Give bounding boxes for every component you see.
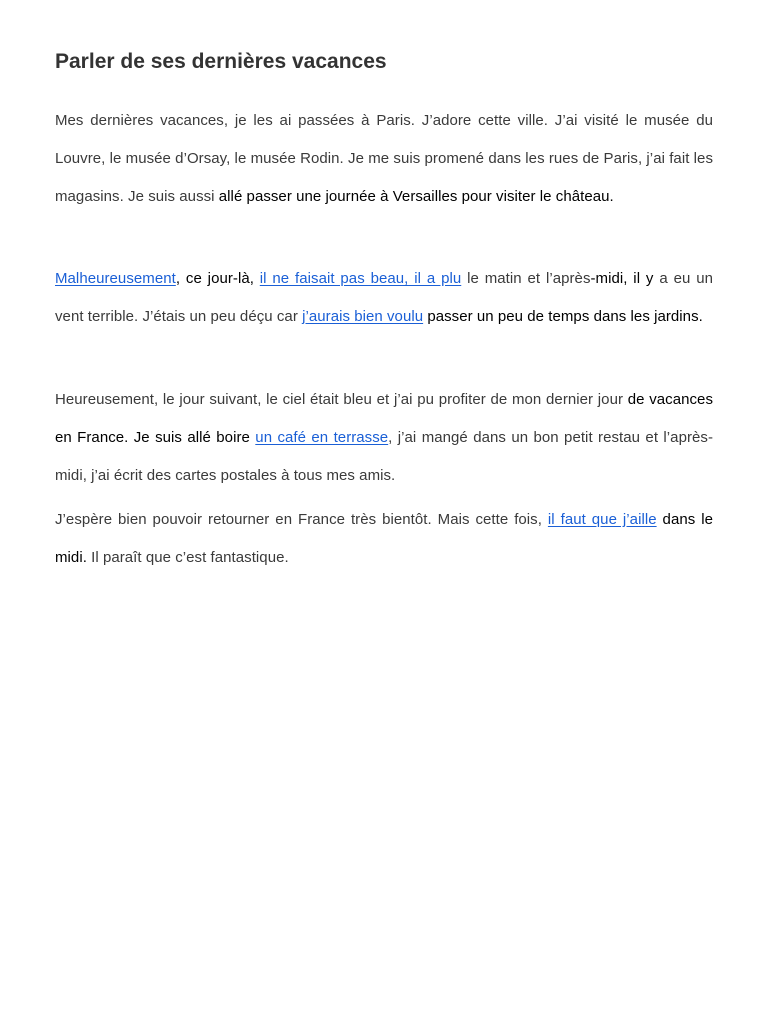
paragraph-1 xyxy=(55,102,713,216)
page-title: Parler de ses dernières vacances xyxy=(55,50,387,73)
link-jaurais-bien-voulu[interactable]: j’aurais bien voulu xyxy=(302,308,424,325)
paragraph-2 xyxy=(55,260,713,336)
paragraph-4-emphasis: dans le midi. xyxy=(55,511,714,566)
paragraph-2-emphasis-2: -midi, il y xyxy=(590,270,654,287)
link-un-cafe-en-terrasse[interactable]: un café en terrasse xyxy=(255,429,389,446)
link-malheureusement[interactable]: Malheureusement xyxy=(55,270,176,287)
paragraph-3-text-1: Heureusement, le jour suivant, le ciel était bleu et j’ai pu profiter de mon dernier jour xyxy=(55,391,628,408)
paragraph-4-text-2: Il paraît que c’est fantastique. xyxy=(86,549,289,566)
link-il-faut-que-jaille[interactable]: il faut que j’aille xyxy=(547,511,657,528)
paragraph-1-text: Mes dernières vacances, je les ai passées à Paris. J’adore cette ville. J’ai visité le musée du Louvre, le musée d’Orsay, le musée Rodin. Je me suis promené dans les rues de Paris, j’ai fait les magasins. Je suis aussi xyxy=(55,112,713,205)
link-il-ne-faisait-pas-beau[interactable]: il ne faisait pas beau, il a plu xyxy=(259,270,462,287)
paragraph-4-text-1: J’espère bien pouvoir retourner en France très bientôt. Mais cette fois, xyxy=(55,511,548,528)
paragraph-2-text-1: le matin et l’après xyxy=(461,270,591,287)
paragraph-3-emphasis: de vacances en France. Je suis allé boire xyxy=(55,391,714,446)
paragraph-2-emphasis-1: , ce jour-là, xyxy=(175,270,260,287)
paragraph-3 xyxy=(55,381,713,495)
paragraph-1-emphasis: allé passer une journée à Versailles pour visiter le château. xyxy=(218,188,614,205)
paragraph-2-text-2: a eu un vent terrible. J’étais un peu déçu car xyxy=(55,270,713,325)
paragraph-4 xyxy=(55,501,713,577)
paragraph-2-emphasis-3: passer un peu de temps dans les jardins. xyxy=(423,308,703,325)
paragraph-3-text-2: , j’ai mangé dans un bon petit restau et l’après-midi, j’ai écrit des cartes postales à tous mes amis. xyxy=(55,429,714,484)
